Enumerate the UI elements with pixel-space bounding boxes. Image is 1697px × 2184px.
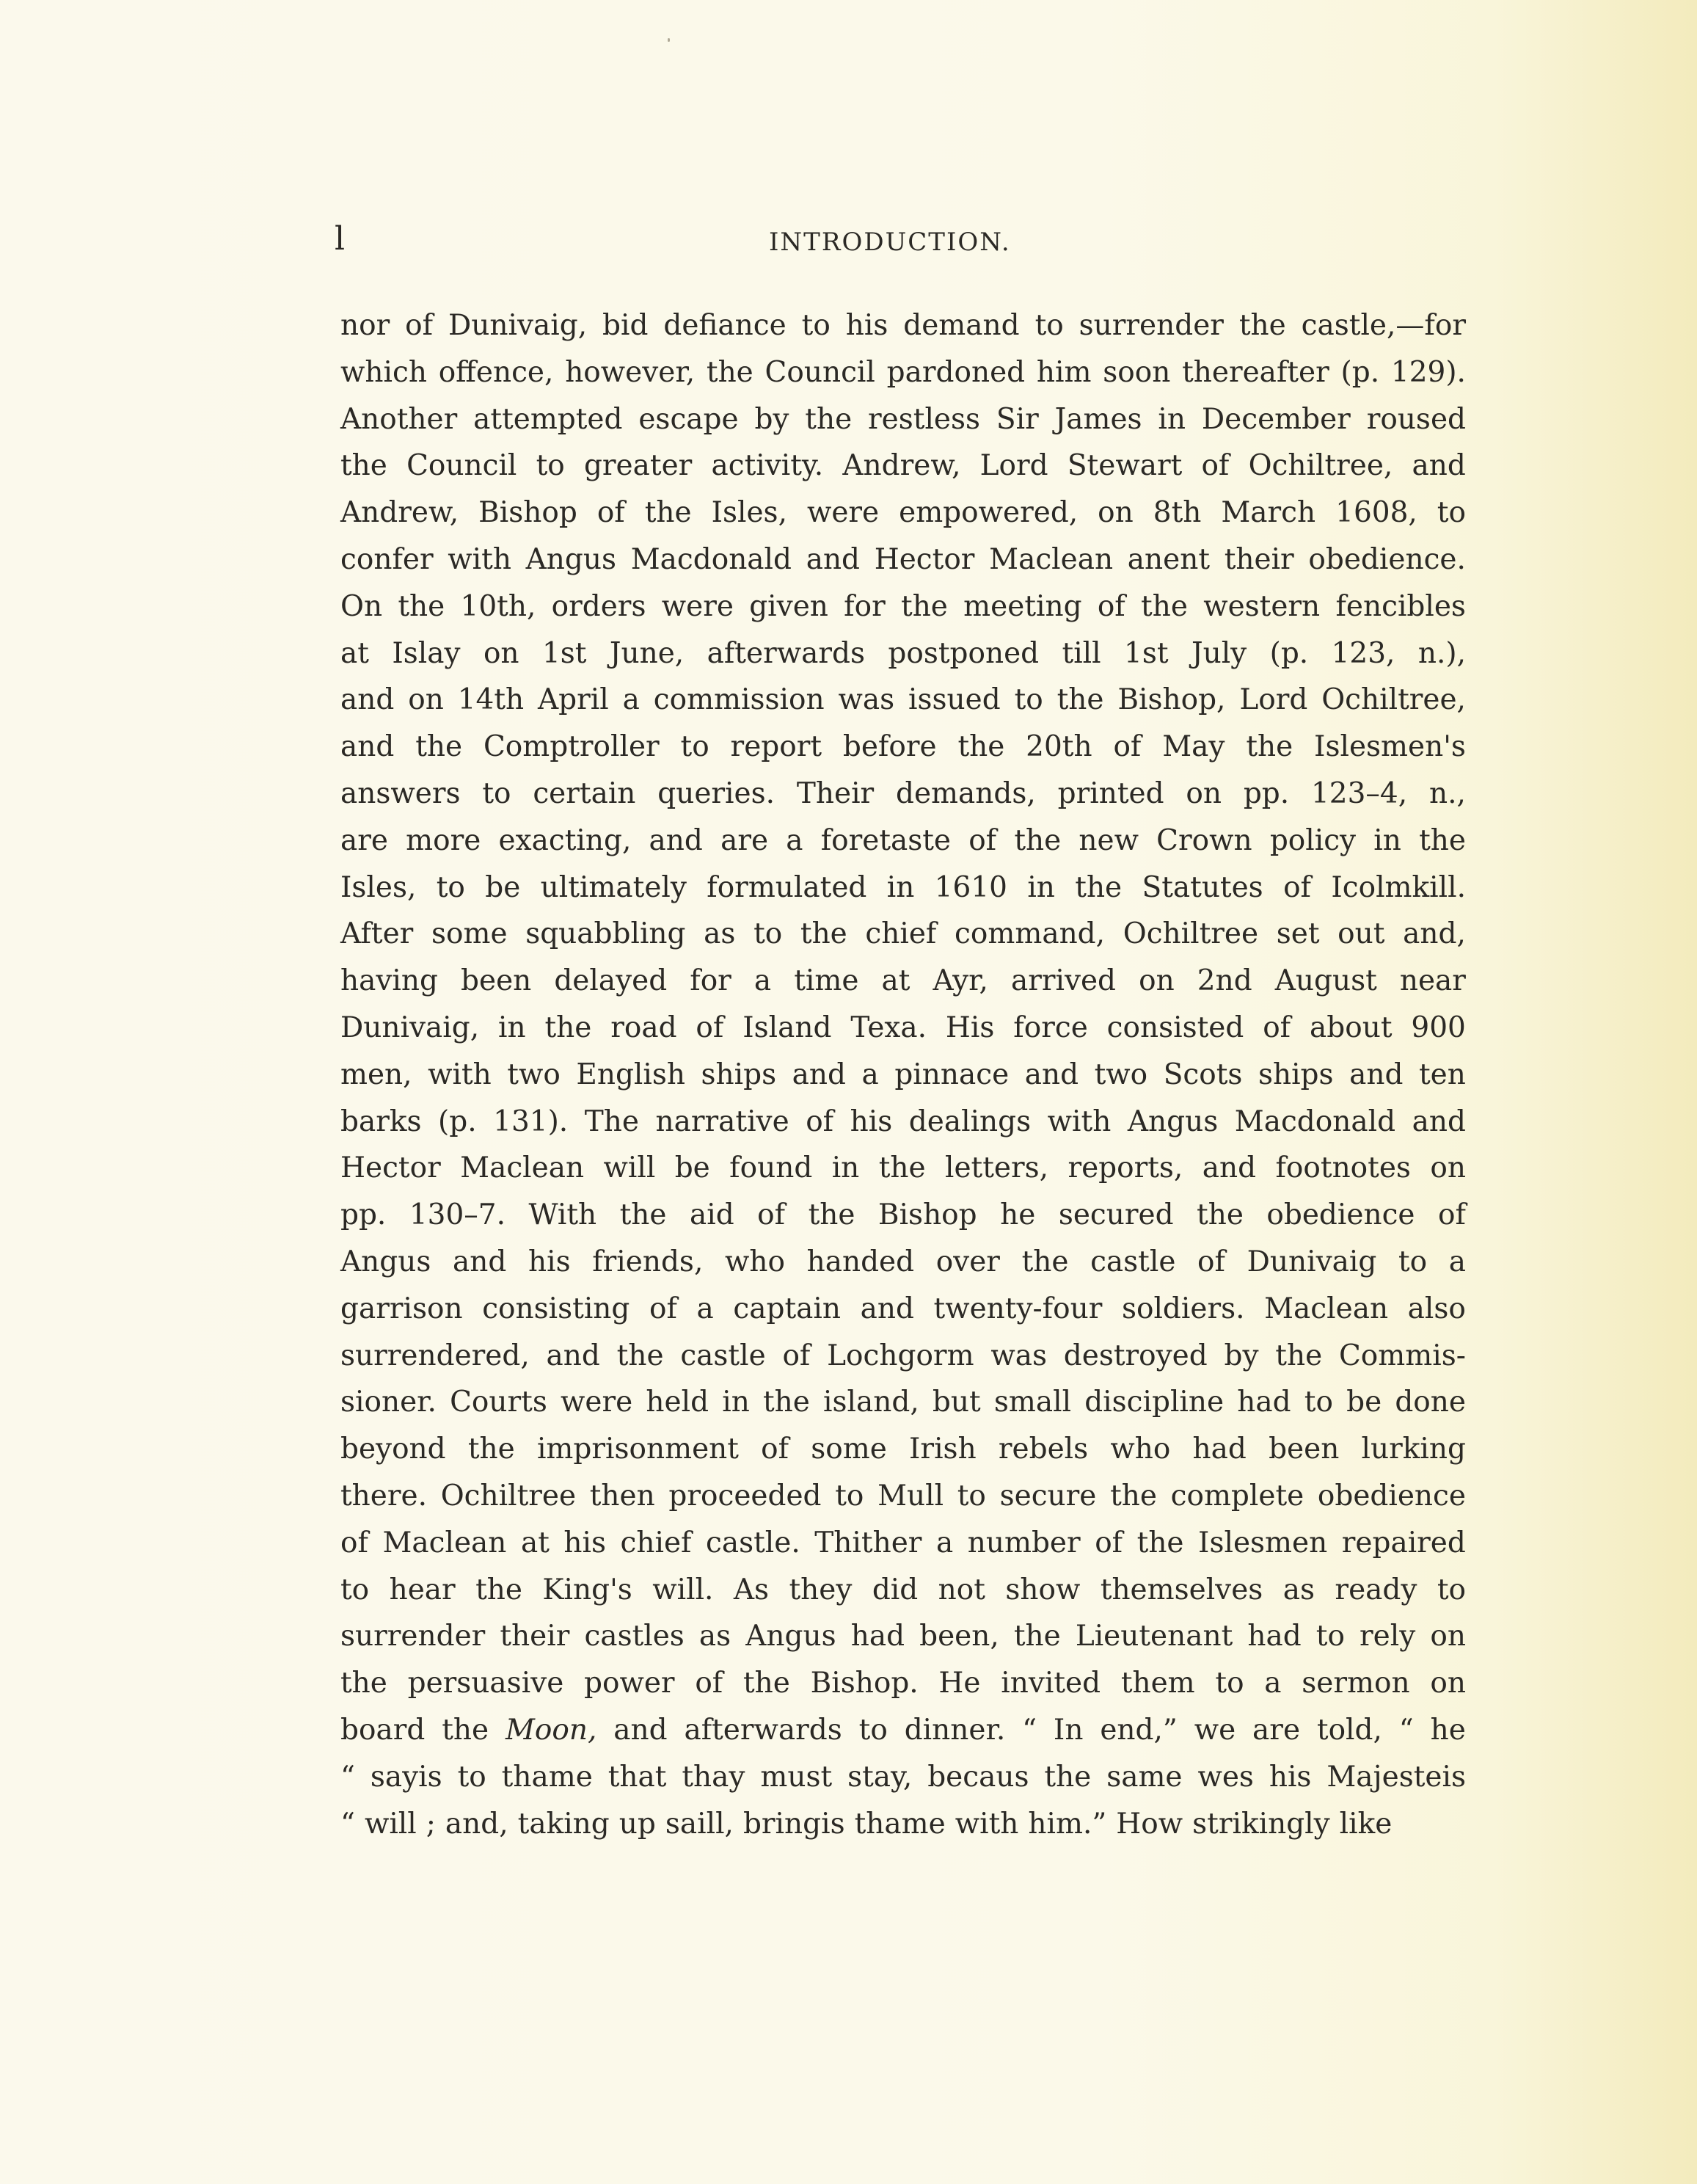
text-line: the Council to greater activity. Andrew, Lord Stewart of Ochiltree, and [340, 449, 1466, 483]
text-line: nor of Dunivaig, bid defiance to his demand to surrender the castle,—for [340, 309, 1466, 342]
text-line: which offence, however, the Council pardoned him soon thereafter (p. 129). [340, 355, 1466, 389]
text-line: board the Moon, and afterwards to dinner. “ In end,” we are told, “ he [340, 1713, 1466, 1747]
text-line: beyond the imprisonment of some Irish rebels who had been lurking [340, 1433, 1466, 1466]
text-line: “ sayis to thame that thay must stay, becaus the same wes his Majesteis [340, 1760, 1466, 1794]
text-line: answers to certain queries. Their demands, printed on pp. 123–4, n., [340, 776, 1466, 810]
text-line: men, with two English ships and a pinnace and two Scots ships and ten [340, 1058, 1466, 1091]
text-line: are more exacting, and are a foretaste of the new Crown policy in the [340, 823, 1466, 857]
text-line: surrender their castles as Angus had been, the Lieutenant had to rely on [340, 1620, 1466, 1653]
text-line: the persuasive power of the Bishop. He invited them to a sermon on [340, 1667, 1466, 1700]
text-line: Angus and his friends, who handed over the castle of Dunivaig to a [340, 1245, 1466, 1278]
text-line: “ will ; and, taking up saill, bringis thame with him.” How strikingly like [340, 1807, 1393, 1841]
text-line: to hear the King's will. As they did not show themselves as ready to [340, 1573, 1466, 1606]
text-line: at Islay on 1st June, afterwards postponed till 1st July (p. 123, n.), [340, 636, 1466, 670]
text-line: and the Comptroller to report before the 20th of May the Islesmen's [340, 730, 1466, 764]
text-line: pp. 130–7. With the aid of the Bishop he secured the obedience of [340, 1198, 1466, 1232]
text-line: Isles, to be ultimately formulated in 1610 in the Statutes of Icolmkill. [340, 870, 1466, 904]
running-title: INTRODUCTION. [769, 228, 1011, 257]
text-line: Andrew, Bishop of the Isles, were empowered, on 8th March 1608, to [340, 496, 1466, 530]
text-line: sioner. Courts were held in the island, but small discipline had to be done [340, 1386, 1466, 1419]
body-text [340, 302, 1466, 1847]
text-line: Hector Maclean will be found in the letters, reports, and footnotes on [340, 1151, 1466, 1185]
text-line: Another attempted escape by the restless Sir James in December roused [340, 402, 1466, 436]
text-line: On the 10th, orders were given for the meeting of the western fencibles [340, 589, 1466, 623]
text-line: After some squabbling as to the chief command, Ochiltree set out and, [340, 917, 1466, 951]
text-line: there. Ochiltree then proceeded to Mull to secure the complete obedience [340, 1479, 1466, 1513]
text-line: barks (p. 131). The narrative of his dealings with Angus Macdonald and [340, 1104, 1466, 1138]
text-line: having been delayed for a time at Ayr, arrived on 2nd August near [340, 964, 1466, 998]
page-number: l [335, 220, 346, 258]
text-line: confer with Angus Macdonald and Hector Maclean anent their obedience. [340, 542, 1466, 576]
text-line: garrison consisting of a captain and twenty-four soldiers. Maclean also [340, 1292, 1466, 1325]
text-line: and on 14th April a commission was issued to the Bishop, Lord Ochiltree, [340, 683, 1466, 717]
text-line: Dunivaig, in the road of Island Texa. His force consisted of about 900 [340, 1011, 1466, 1044]
paper-speck [668, 38, 670, 42]
text-line: surrendered, and the castle of Lochgorm was destroyed by the Commis- [340, 1339, 1466, 1372]
text-line: of Maclean at his chief castle. Thither a number of the Islesmen repaired [340, 1526, 1466, 1559]
